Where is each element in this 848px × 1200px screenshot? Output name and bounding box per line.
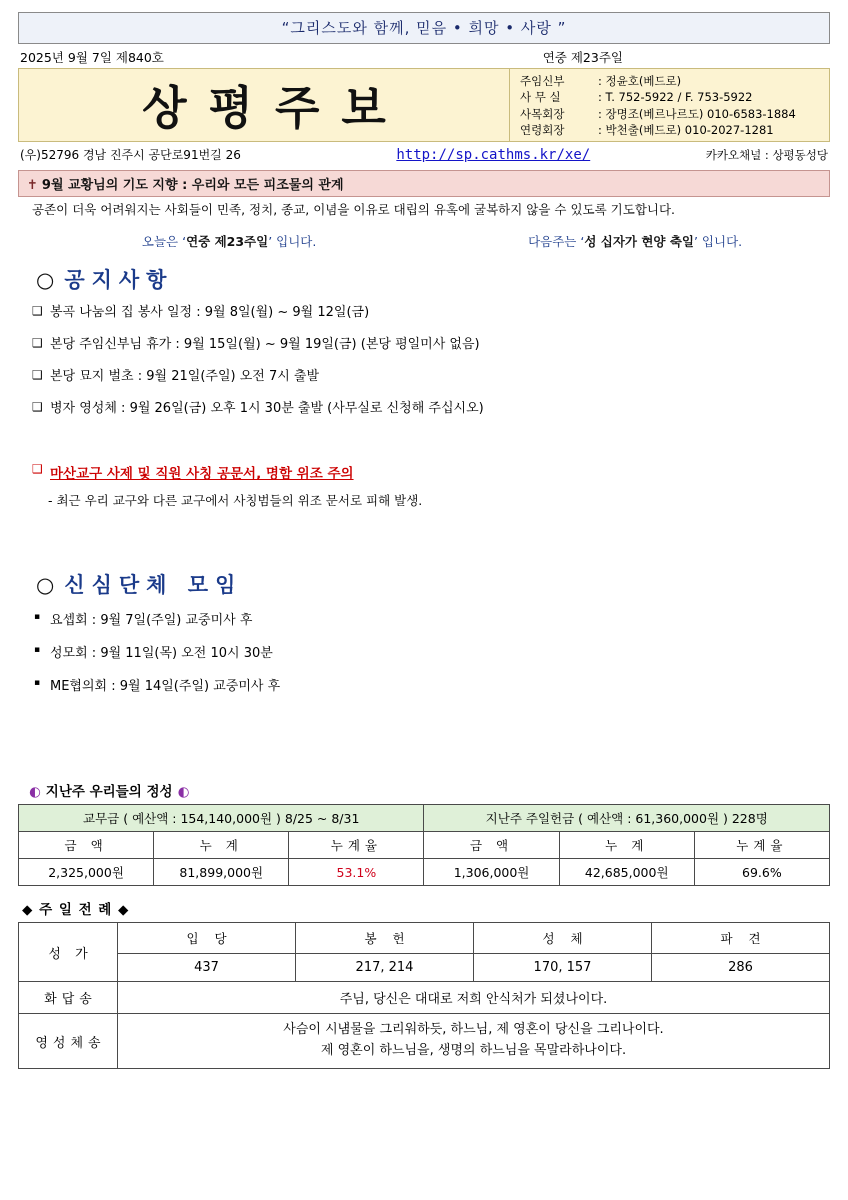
- row-label-hymn: 성 가: [19, 923, 118, 982]
- column-header: 누계율: [289, 832, 424, 859]
- notice-text: 본당 묘지 벌초 : 9월 21일(주일) 오전 7시 출발: [50, 368, 320, 384]
- table-cell: 69.6%: [694, 859, 829, 886]
- next-week-feast: [440, 232, 830, 250]
- table-cell: 437: [118, 954, 296, 982]
- column-header: 누 계: [559, 832, 694, 859]
- list-item: [34, 675, 830, 694]
- checkbox-icon: ❑: [32, 335, 43, 350]
- table-row: [19, 954, 830, 982]
- checkbox-icon: ❑: [32, 367, 43, 382]
- offering-heading: [24, 780, 830, 800]
- group-text: 요셉회 : 9월 7일(주일) 교중미사 후: [50, 613, 253, 629]
- list-item: [32, 368, 830, 387]
- column-header: 금 액: [424, 832, 559, 859]
- communion-line-1: 사슴이 시냼물을 그리워하듯, 하느님, 제 영혼이 당신을 그리나이다.: [283, 1022, 664, 1038]
- masthead-area: [18, 68, 830, 142]
- motto-banner: “그리스도와 함께, 믿음 • 희망 • 사랑 ”: [18, 12, 830, 44]
- today-feast: [18, 232, 440, 250]
- contact-value: : 정윤호(베드로): [598, 74, 682, 88]
- pope-intention-title-text: 9월 교황님의 기도 지향 : 우리와 모든 피조물의 관계: [41, 178, 344, 194]
- communion-hymn-text: [118, 1014, 830, 1069]
- contact-block: [510, 68, 830, 142]
- column-header: 누계율: [694, 832, 829, 859]
- notice-text: 병자 영성체 : 9월 26일(금) 오후 1시 30분 출발 (사무실로 신청해 주십시오): [50, 400, 484, 416]
- table-cell-rate: 53.1%: [289, 859, 424, 886]
- offering-table: [18, 804, 830, 886]
- notice-list: [32, 304, 830, 418]
- offering-right-title: 지난주 주일헌금 ( 예산액 : 61,360,000원 ) 228명: [424, 805, 830, 832]
- groups-heading-text: 신심단체 모임: [64, 573, 243, 598]
- contact-row: [520, 106, 821, 122]
- table-row: [19, 859, 830, 886]
- liturgy-heading: ◆ 주 일 전 례 ◆: [22, 902, 130, 919]
- spacer: [18, 708, 830, 780]
- table-cell: 170, 157: [474, 954, 652, 982]
- group-text: ME협의회 : 9월 14일(주일) 교중미사 후: [50, 679, 281, 695]
- group-list: [34, 609, 830, 694]
- list-item: [32, 304, 830, 323]
- section-heading-notice: [36, 264, 830, 294]
- column-header: 금 액: [19, 832, 154, 859]
- cross-icon: ✝: [27, 178, 38, 194]
- column-header: 봉 헌: [296, 923, 474, 954]
- address-line: [18, 146, 830, 163]
- table-cell: 1,306,000원: [424, 859, 559, 886]
- checkbox-icon: ❑: [32, 304, 43, 319]
- contact-label: 연령회장: [520, 122, 565, 137]
- table-cell: 217, 214: [296, 954, 474, 982]
- warning-title: 마산교구 사제 및 직원 사칭 공문서, 명함 위조 주의: [50, 466, 354, 483]
- row-label-responsorial: 화답송: [19, 982, 118, 1014]
- today-prefix: 오늘은 ‘: [141, 234, 187, 250]
- contact-value: : T. 752-5922 / F. 753-5922: [598, 90, 753, 105]
- table-row: [19, 923, 830, 954]
- checkbox-icon: ❑: [32, 399, 43, 414]
- group-text: 성모회 : 9월 11일(목) 오전 10시 30분: [50, 646, 273, 662]
- next-suffix: ’ 입니다.: [693, 234, 743, 250]
- column-header: 성 체: [474, 923, 652, 954]
- table-cell: 2,325,000원: [19, 859, 154, 886]
- column-header: 파 견: [652, 923, 830, 954]
- bulletin-title: 상평주보: [142, 81, 408, 135]
- table-row: [19, 982, 830, 1014]
- contact-label: 주임신부: [520, 74, 565, 88]
- responsorial-psalm-text: 주님, 당신은 대대로 저희 안식처가 되셨나이다.: [118, 982, 830, 1014]
- circle-icon: ○: [36, 268, 55, 293]
- pope-intention-box: [18, 170, 830, 220]
- spacer: [18, 509, 830, 555]
- column-header: 입 당: [118, 923, 296, 954]
- pope-intention-body: 공존이 더욱 어려워지는 사회들이 민족, 정치, 종교, 이념을 이유로 대립의 유혹에 굴복하지 않을 수 있도록 기도합니다.: [32, 202, 676, 218]
- section-heading-groups: [36, 569, 830, 599]
- list-item: [32, 336, 830, 355]
- list-item: [34, 642, 830, 661]
- notice-heading-text: 공지사항: [64, 268, 174, 293]
- row-label-communion: 영성체송: [19, 1014, 118, 1069]
- contact-label: 사 무 실: [520, 90, 561, 105]
- square-bullet-icon: ▪: [34, 612, 41, 623]
- liturgical-season: 연중 제23주일: [542, 50, 623, 65]
- parish-website-link[interactable]: http://sp.cathms.kr/xe/: [396, 146, 591, 163]
- issue-number: 2025년 9월 7일 제840호: [20, 50, 164, 65]
- contact-row: [520, 122, 821, 138]
- list-item: [34, 609, 830, 628]
- half-circle-icon-2: ◐: [177, 784, 190, 801]
- masthead: [18, 68, 510, 142]
- offering-heading-text: 지난주 우리들의 정성: [45, 784, 173, 801]
- warning-item: [32, 462, 830, 482]
- today-next-line: [18, 232, 830, 250]
- checkbox-icon: ❑: [32, 462, 43, 477]
- table-row: [19, 832, 830, 859]
- half-circle-icon: ◐: [29, 784, 41, 801]
- today-suffix: ’ 입니다.: [268, 234, 317, 250]
- contact-label: 사목회장: [520, 106, 565, 121]
- table-row: [19, 1014, 830, 1069]
- kakao-channel: 카카오채널 : 상평동성당: [705, 147, 828, 162]
- square-bullet-icon: ▪: [34, 645, 41, 656]
- table-cell: 42,685,000원: [559, 859, 694, 886]
- contact-value: : 장명조(베르나르도) 010-6583-1884: [598, 106, 796, 121]
- next-prefix: 다음주는 ‘: [528, 234, 585, 250]
- warning-detail: - 최근 우리 교구와 다른 교구에서 사칭범들의 위조 문서로 피해 발생.: [48, 493, 423, 509]
- parish-address: (우)52796 경남 진주시 공단로91번길 26: [20, 148, 241, 163]
- notice-text: 본당 주임신부님 휴가 : 9월 15일(월) ~ 9월 19일(금) (본당 평일미사 없음): [50, 336, 480, 352]
- pope-intention-title: [18, 170, 830, 197]
- list-item: [32, 400, 830, 419]
- contact-row: [520, 73, 821, 89]
- today-feast-name: 연중 제23주일: [186, 234, 269, 250]
- table-row: [19, 805, 830, 832]
- circle-icon: ○: [36, 573, 55, 598]
- next-feast-name: 성 십자가 현양 축일: [584, 234, 694, 250]
- square-bullet-icon: ▪: [34, 678, 41, 689]
- column-header: 누 계: [154, 832, 289, 859]
- contact-row: [520, 89, 821, 105]
- notice-text: 봉곡 나눔의 집 봉사 일정 : 9월 8일(월) ~ 9월 12일(금): [50, 305, 370, 321]
- liturgy-table: [18, 922, 830, 1069]
- date-line: [18, 48, 830, 66]
- contact-value: : 박천출(베드로) 010-2027-1281: [598, 122, 774, 137]
- offering-left-title: 교무금 ( 예산액 : 154,140,000원 ) 8/25 ~ 8/31: [19, 805, 424, 832]
- communion-line-2: 제 영혼이 하느님을, 생명의 하느님을 목말라하나이다.: [320, 1043, 627, 1059]
- table-cell: 81,899,000원: [154, 859, 289, 886]
- table-cell: 286: [652, 954, 830, 982]
